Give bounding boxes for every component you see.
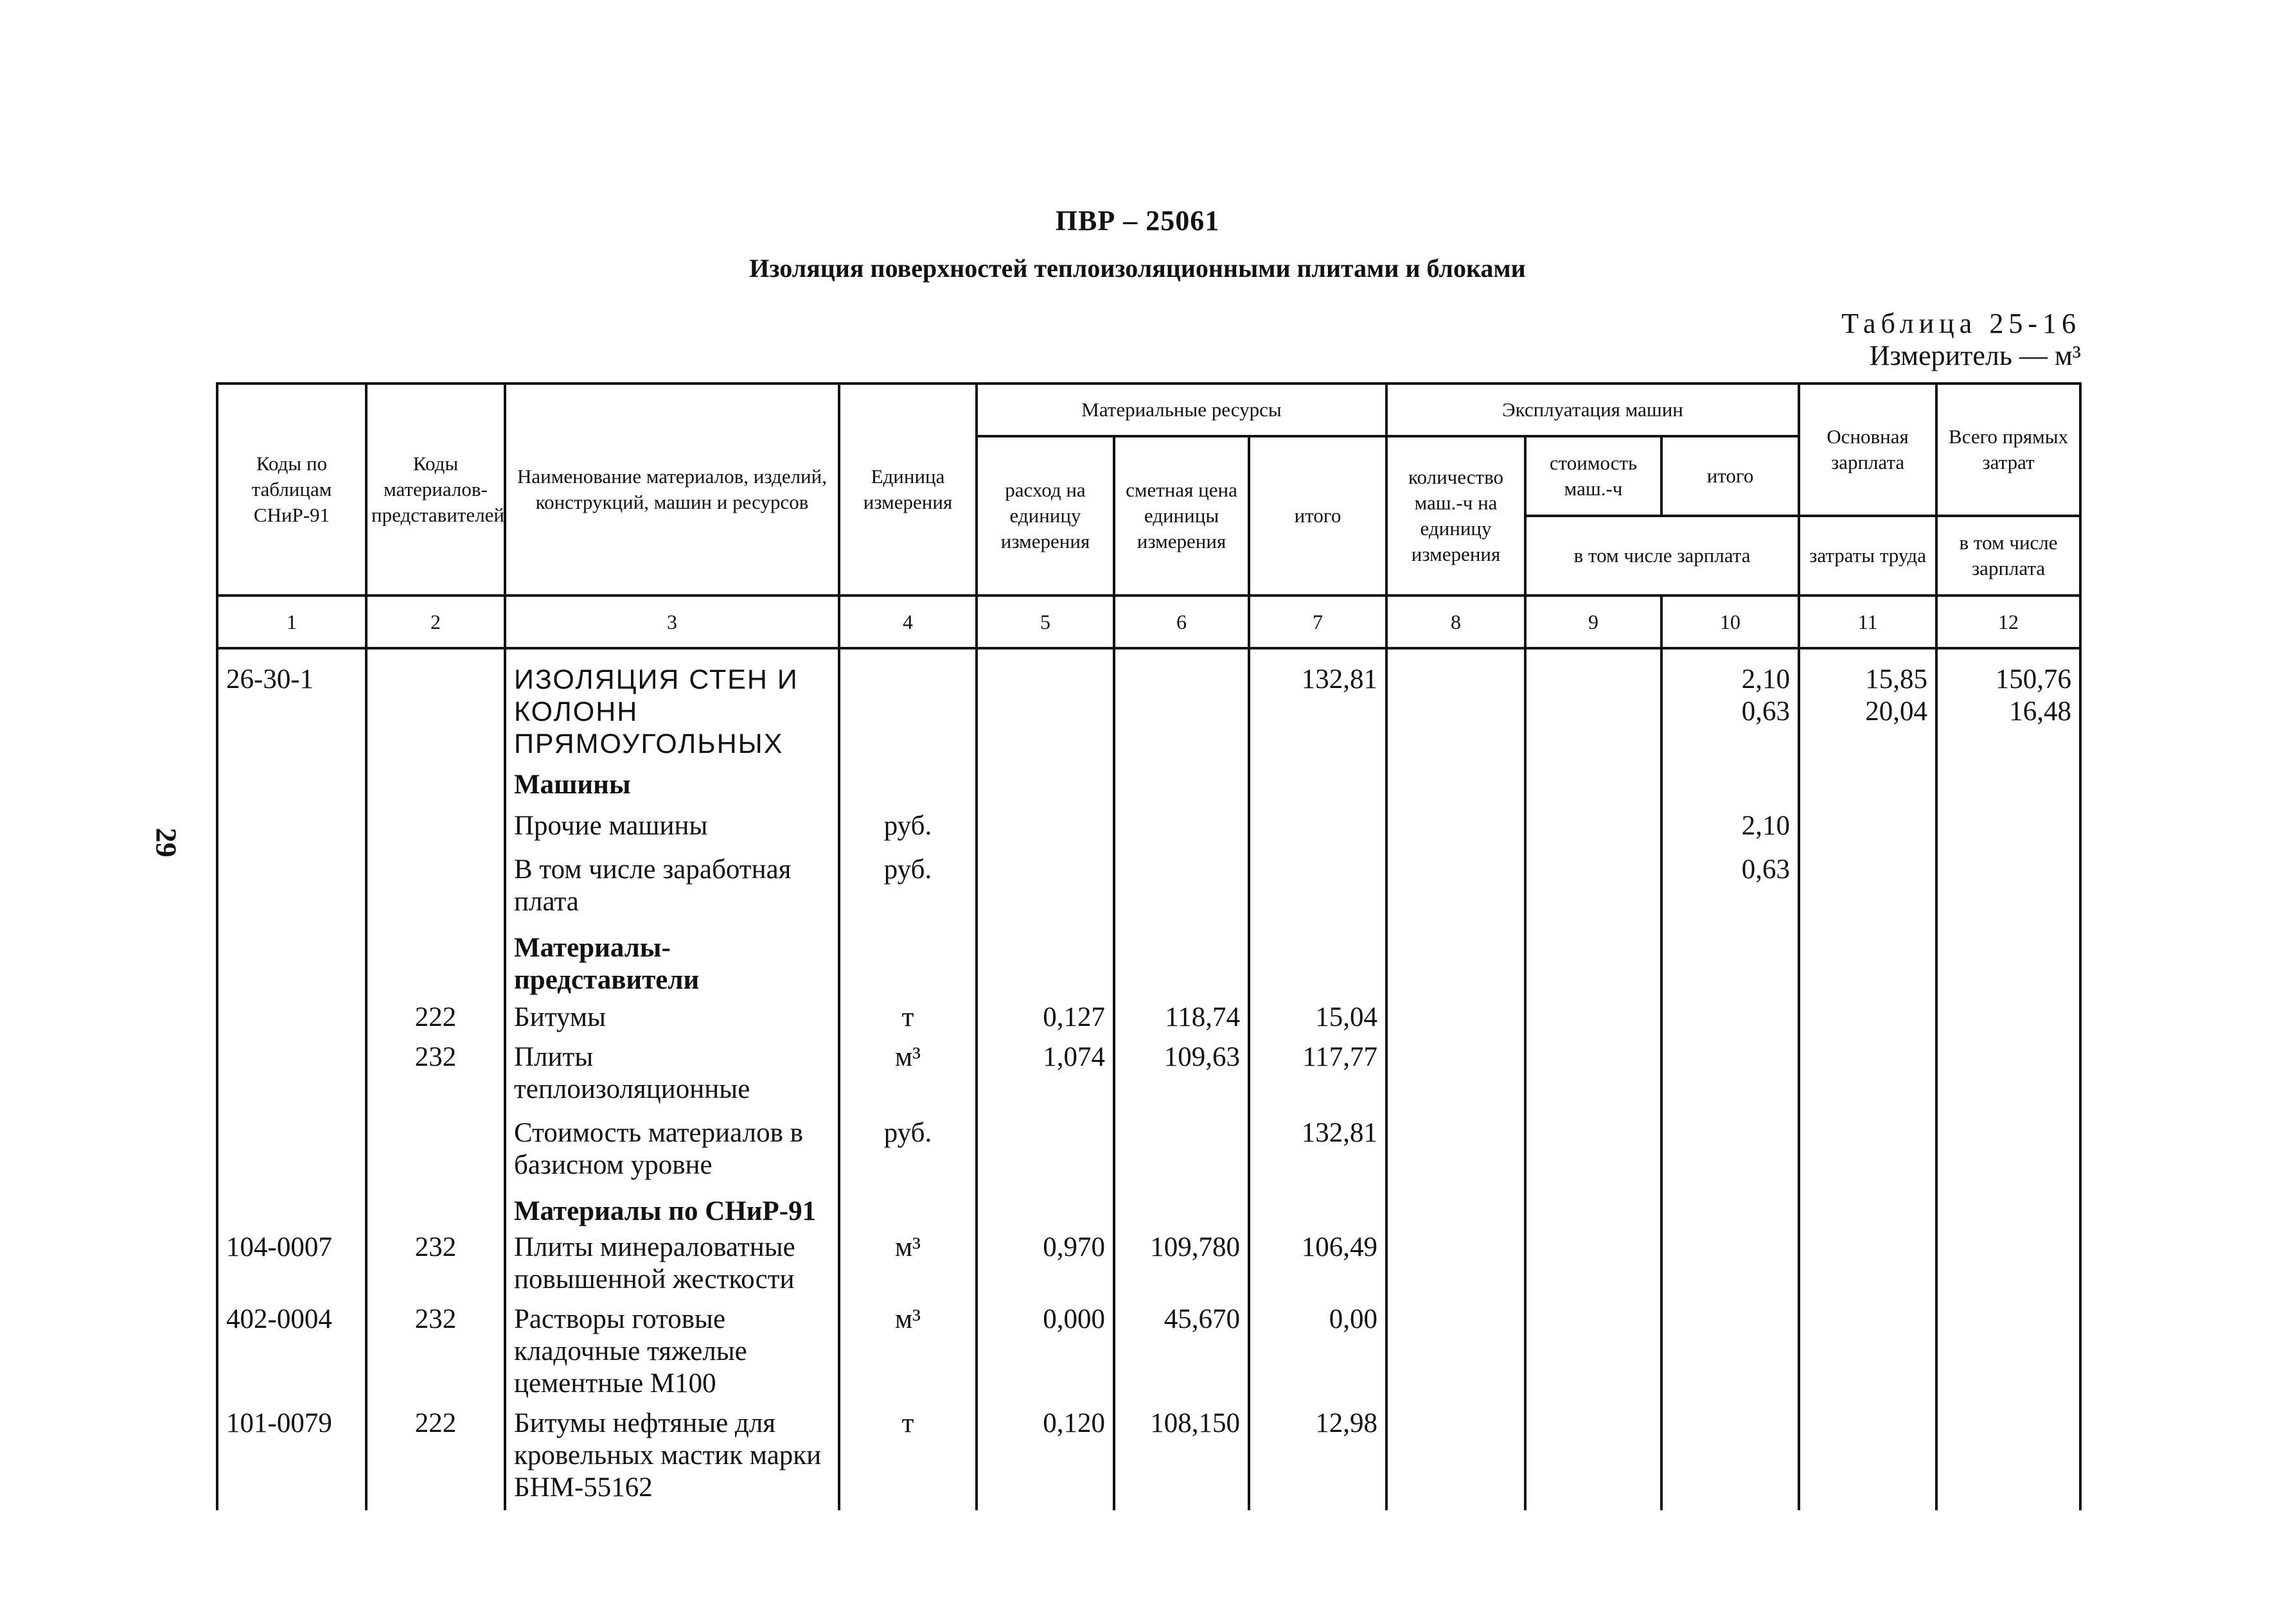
cell-name: Стоимость материалов в базисном уровне xyxy=(505,1117,839,1196)
header-col-2: Коды материалов-представителей xyxy=(366,384,505,596)
table-row xyxy=(217,1041,2080,1117)
table-row xyxy=(217,1196,2080,1231)
cell-rep-code: 232 xyxy=(366,1231,505,1303)
table-row xyxy=(217,769,2080,810)
cell-name: Плиты теплоизоляционные xyxy=(505,1041,839,1117)
header-col-11-sub: затраты труда xyxy=(1799,516,1936,596)
cell-name: Прочие машины xyxy=(505,810,839,854)
cell-machine-cost xyxy=(1525,648,1661,769)
header-group-materials: Материальные ресурсы xyxy=(977,384,1386,436)
cell-price: 108,150 xyxy=(1114,1408,1249,1510)
column-number: 2 xyxy=(366,596,505,648)
cell-rep-code: 232 xyxy=(366,1041,505,1117)
cell-unit: м³ xyxy=(839,1303,977,1408)
table-row xyxy=(217,810,2080,854)
page-number: 29 xyxy=(150,827,183,858)
table-row xyxy=(217,1117,2080,1196)
table-row xyxy=(217,1231,2080,1303)
cell-machine-total: 0,63 xyxy=(1661,854,1799,932)
cell-total: 132,81 xyxy=(1249,1117,1386,1196)
table-row xyxy=(217,932,2080,1002)
cell-machine-hours xyxy=(1386,648,1525,769)
cell-rate xyxy=(977,648,1114,769)
column-number: 11 xyxy=(1799,596,1936,648)
header-col-8: количество маш.-ч на единицу измерения xyxy=(1386,436,1525,596)
column-number: 10 xyxy=(1661,596,1799,648)
section-heading: Материалы по СНиР-91 xyxy=(505,1196,839,1231)
header-col-7: итого xyxy=(1249,436,1386,596)
column-number: 1 xyxy=(217,596,366,648)
document-code: ПВР – 25061 xyxy=(1055,205,1220,236)
column-number: 12 xyxy=(1936,596,2080,648)
cell-price: 109,63 xyxy=(1114,1041,1249,1117)
cell-price: 109,780 xyxy=(1114,1231,1249,1303)
column-number: 9 xyxy=(1525,596,1661,648)
measure-unit: Измеритель — м³ xyxy=(1869,340,2081,371)
resources-table xyxy=(216,382,2082,1510)
cell-code: 26-30-1 xyxy=(217,648,366,769)
cell-name: Битумы xyxy=(505,1002,839,1041)
cell-unit: т xyxy=(839,1002,977,1041)
cell-total: 15,04 xyxy=(1249,1002,1386,1041)
cell-unit: руб. xyxy=(839,1117,977,1196)
cell-name: Растворы готовые кладочные тяжелые цементные М100 xyxy=(505,1303,839,1408)
cell-name: Битумы нефтяные для кровельных мастик марки БНМ-55162 xyxy=(505,1408,839,1510)
cell-price xyxy=(1114,648,1249,769)
cell-rep-code: 232 xyxy=(366,1303,505,1408)
header-group-machines: Эксплуатация машин xyxy=(1386,384,1799,436)
cell-total: 132,81 xyxy=(1249,648,1386,769)
cell-total: 12,98 xyxy=(1249,1408,1386,1510)
table-number: Таблица 25-16 xyxy=(1841,308,2081,339)
header-col-9: стоимость маш.-ч xyxy=(1525,436,1661,516)
header-col-4: Единица измерения xyxy=(839,384,977,596)
section-heading: Машины xyxy=(505,769,839,810)
cell-name: ИЗОЛЯЦИЯ СТЕН И КОЛОНН ПРЯМОУГОЛЬНЫХ xyxy=(505,648,839,769)
cell-code: 402-0004 xyxy=(217,1303,366,1408)
header-col-1: Коды по таблицам СНиР-91 xyxy=(217,384,366,596)
table-row xyxy=(217,1002,2080,1041)
cell-total: 0,00 xyxy=(1249,1303,1386,1408)
column-numbers-row xyxy=(217,596,2080,648)
cell-machine-total: 2,10 xyxy=(1661,810,1799,854)
cell-code: 104-0007 xyxy=(217,1231,366,1303)
header-col-9-10-sub: в том числе зарплата xyxy=(1525,516,1799,596)
cell-total: 106,49 xyxy=(1249,1231,1386,1303)
column-number: 7 xyxy=(1249,596,1386,648)
column-number: 3 xyxy=(505,596,839,648)
document-subtitle: Изоляция поверхностей теплоизоляционными плитами и блоками xyxy=(749,254,1526,283)
cell-unit: м³ xyxy=(839,1231,977,1303)
cell-salary: 15,85 20,04 xyxy=(1799,648,1936,769)
section-heading: Материалы-представители xyxy=(505,932,839,1002)
cell-machine-total: 2,10 0,63 xyxy=(1661,648,1799,769)
cell-name: Плиты минераловатные повышенной жесткости xyxy=(505,1231,839,1303)
cell-rep-code xyxy=(366,648,505,769)
cell-rep-code: 222 xyxy=(366,1002,505,1041)
cell-rep-code: 222 xyxy=(366,1408,505,1510)
column-number: 8 xyxy=(1386,596,1525,648)
header-col-12-sub: в том числе зарплата xyxy=(1936,516,2080,596)
cell-code: 101-0079 xyxy=(217,1408,366,1510)
cell-total-direct: 150,76 16,48 xyxy=(1936,648,2080,769)
column-number: 5 xyxy=(977,596,1114,648)
cell-unit: т xyxy=(839,1408,977,1510)
table-row xyxy=(217,854,2080,932)
cell-unit xyxy=(839,648,977,769)
cell-rate: 0,127 xyxy=(977,1002,1114,1041)
column-number: 6 xyxy=(1114,596,1249,648)
header-col-11: Основная зарплата xyxy=(1799,384,1936,516)
table-row xyxy=(217,648,2080,769)
header-col-3: Наименование материалов, изделий, конструкций, машин и ресурсов xyxy=(505,384,839,596)
cell-name: В том числе заработная плата xyxy=(505,854,839,932)
header-col-6: сметная цена единицы измерения xyxy=(1114,436,1249,596)
table-row xyxy=(217,1408,2080,1510)
cell-rate: 0,000 xyxy=(977,1303,1114,1408)
table-row xyxy=(217,1303,2080,1408)
cell-unit: м³ xyxy=(839,1041,977,1117)
cell-unit: руб. xyxy=(839,810,977,854)
cell-price: 45,670 xyxy=(1114,1303,1249,1408)
cell-price: 118,74 xyxy=(1114,1002,1249,1041)
header-col-10: итого xyxy=(1661,436,1799,516)
header-col-12: Всего прямых затрат xyxy=(1936,384,2080,516)
cell-unit: руб. xyxy=(839,854,977,932)
cell-rate: 1,074 xyxy=(977,1041,1114,1117)
cell-rate: 0,970 xyxy=(977,1231,1114,1303)
cell-total: 117,77 xyxy=(1249,1041,1386,1117)
column-number: 4 xyxy=(839,596,977,648)
header-col-5: расход на единицу измерения xyxy=(977,436,1114,596)
cell-rate: 0,120 xyxy=(977,1408,1114,1510)
